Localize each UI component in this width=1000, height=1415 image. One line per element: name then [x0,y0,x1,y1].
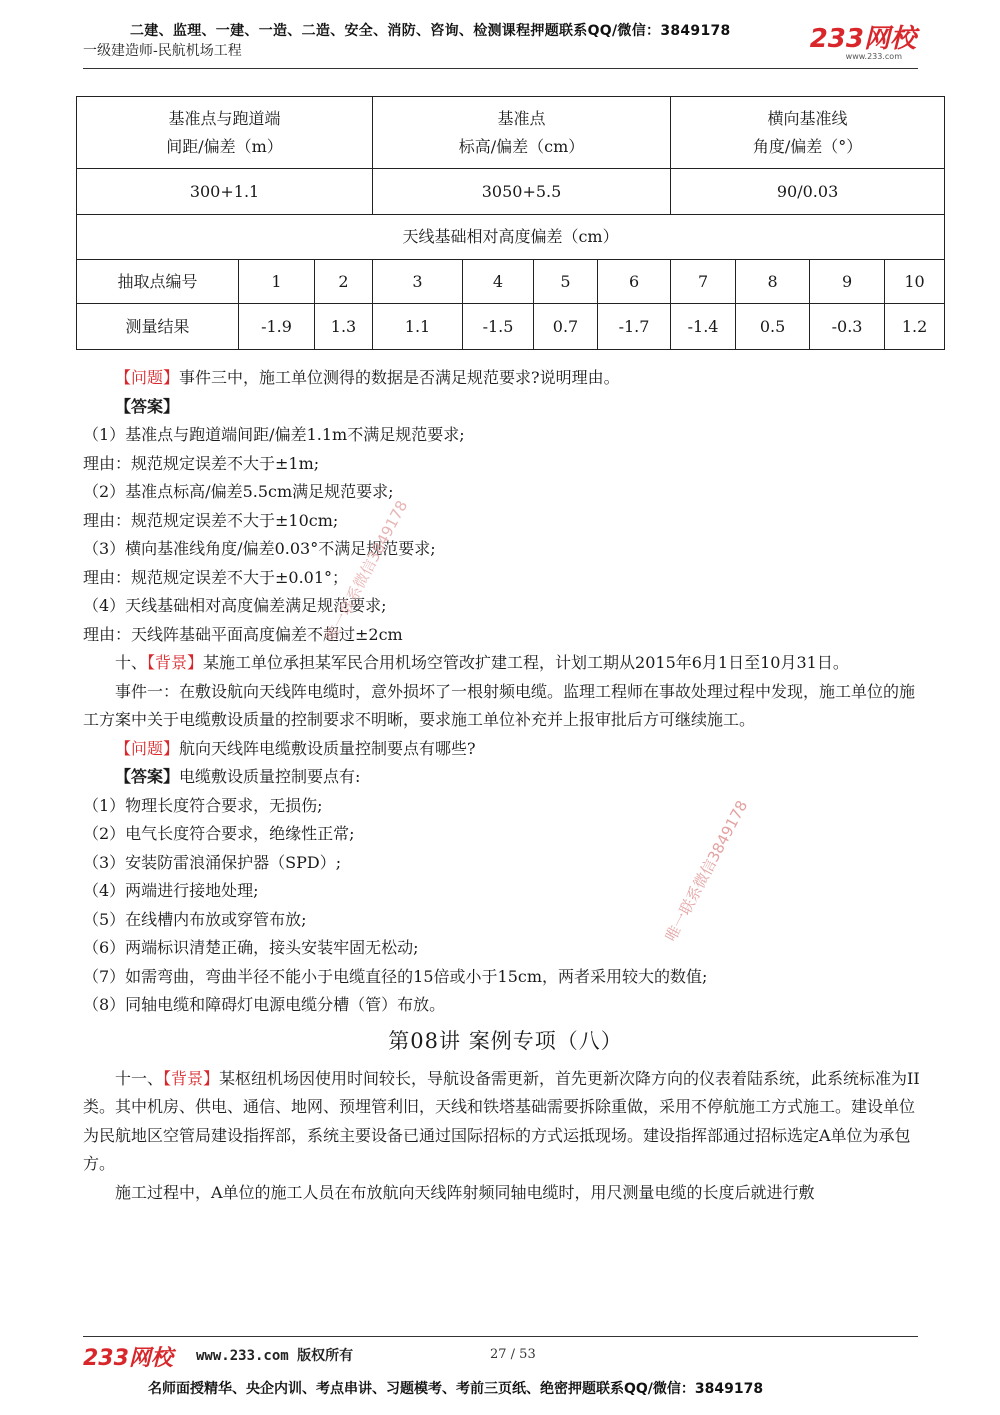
background-tag: 【背景】 [163,1068,220,1088]
point-cell: 5 [534,260,598,304]
document-body [83,364,928,1207]
point-cell: 10 [885,260,945,304]
answer-line: 理由：规范规定误差不大于±10cm; [83,510,339,530]
answer-line: （8）同轴电缆和障碍灯电源电缆分槽（管）布放。 [83,995,446,1014]
result-cell: -1.4 [671,304,736,350]
point-cell: 1 [239,260,315,304]
answer-2: 【答案】电缆敷设质量控制要点有: [115,767,361,786]
last-paragraph: 施工过程中，A单位的施工人员在布放航向天线阵射频同轴电缆时，用尺测量电缆的长度后就进行敷 [115,1182,815,1202]
page-number: 27 / 53 [490,1347,536,1362]
table-row-points [77,260,945,304]
value-cell: 3050+5.5 [373,169,671,215]
point-cell: 3 [373,260,463,304]
point-cell: 4 [463,260,534,304]
point-cell: 8 [736,260,810,304]
case-11-background: 十一、【背景】某枢纽机场因使用时间较长，导航设备需更新，首先更新次降方向的仪表着陆系统，此系统标准为II类。其中机房、供电、通信、地网、预埋管利旧，天线和铁塔基础需要拆除重做，采用不停航施工方式施工。建设单位为民航地区空管局建设指挥部，系统主要设备已通过国际招标的方式运抵现场。建设指挥部通过招标选定A单位为承包方。 [83,1068,920,1173]
watermark-faint: 唯一联系微信3849178 [321,497,412,645]
event-1: 事件一：在敷设航向天线阵电缆时，意外损坏了一根射频电缆。监理工程师在事故处理过程中发现，施工单位的施工方案中关于电缆敷设质量的控制要求不明晰，要求施工单位补充并上报审批后方可继续施工。 [83,681,916,729]
header-cell-elevation: 基准点 标高/偏差（cm） [373,97,671,169]
row-label: 抽取点编号 [77,260,239,304]
answer-line: （6）两端标识清楚正确，接头安装牢固无松动; [83,938,419,957]
answer-line: （5）在线槽内布放或穿管布放; [83,909,307,929]
footer-logo: 233网校 [83,1346,173,1371]
answer-line: 理由：规范规定误差不大于±1m; [83,453,320,473]
point-cell: 6 [598,260,671,304]
answer-line: 理由：天线阵基础平面高度偏差不超过±2cm [83,624,403,644]
answer-line: （4）两端进行接地处理; [83,881,259,900]
background-tag: 【背景】 [147,653,204,672]
answer-line: （2）电气长度符合要求，绝缘性正常; [83,824,355,843]
bottom-banner: 名师面授精华、央企内训、考点串讲、习题模考、考前三页纸、绝密押题联系QQ/微信：3849178 [148,1381,764,1397]
answer-1-tag: 【答案】 [115,396,180,416]
row-label: 测量结果 [77,304,239,350]
answer-line: （1）基准点与跑道端间距/偏差1.1m不满足规范要求; [83,425,465,444]
table-header-row [77,97,945,169]
copyright-text: www.233.com 版权所有 [196,1348,354,1364]
table-row-results [77,304,945,350]
result-cell: 0.5 [736,304,810,350]
top-banner: 二建、监理、一建、一造、二造、安全、消防、咨询、检测课程押题联系QQ/微信：3849178 [130,23,731,39]
value-cell: 300+1.1 [77,169,373,215]
watermark-text: 唯一联系微信3849178 [661,797,752,945]
answer-tag: 【答案】 [115,767,180,786]
table-value-row [77,169,945,215]
result-cell: -1.9 [239,304,315,350]
result-cell: -1.5 [463,304,534,350]
answer-line: （2）基准点标高/偏差5.5cm满足规范要求; [83,482,394,501]
result-cell: 0.7 [534,304,598,350]
result-cell: 1.2 [885,304,945,350]
header-logo [810,26,916,61]
header-cell-distance: 基准点与跑道端 间距/偏差（m） [77,97,373,169]
question-2: 【问题】航向天线阵电缆敷设质量控制要点有哪些? [115,738,476,758]
point-cell: 7 [671,260,736,304]
footer-divider [83,1336,918,1337]
result-cell: 1.1 [373,304,463,350]
question-1: 【问题】事件三中，施工单位测得的数据是否满足规范要求?说明理由。 [115,368,620,387]
case-10-background: 十、【背景】某施工单位承担某军民合用机场空管改扩建工程，计划工期从2015年6月1日至10月31日。 [115,653,849,672]
answer-line: （4）天线基础相对高度偏差满足规范要求; [83,596,387,615]
value-cell: 90/0.03 [671,169,945,215]
logo-brand: 233网校 [809,24,916,54]
answer-line: （7）如需弯曲，弯曲半径不能小于电缆直径的15倍或小于15cm，两者采用较大的数值; [83,966,708,986]
section-title: 第08讲 案例专项（八） [388,1028,623,1053]
answer-line: （3）横向基准线角度/偏差0.03°不满足规范要求; [83,539,436,558]
subtitle-cell: 天线基础相对高度偏差（cm） [77,215,945,260]
table-subtitle-row [77,215,945,260]
point-cell: 2 [315,260,373,304]
result-cell: -0.3 [810,304,885,350]
question-tag: 【问题】 [115,738,180,758]
header-cell-angle: 横向基准线 角度/偏差（°） [671,97,945,169]
answer-line: 理由：规范规定误差不大于±0.01°； [83,567,349,587]
subject-title: 一级建造师-民航机场工程 [83,43,242,59]
result-cell: -1.7 [598,304,671,350]
measurement-table [76,96,945,350]
point-cell: 9 [810,260,885,304]
answer-line: （3）安装防雷浪涌保护器（SPD）; [83,852,342,872]
logo-url: www.233.com [845,52,902,61]
header-divider [83,68,918,69]
question-tag: 【问题】 [115,368,180,387]
answer-line: （1）物理长度符合要求，无损伤; [83,795,323,815]
result-cell: 1.3 [315,304,373,350]
